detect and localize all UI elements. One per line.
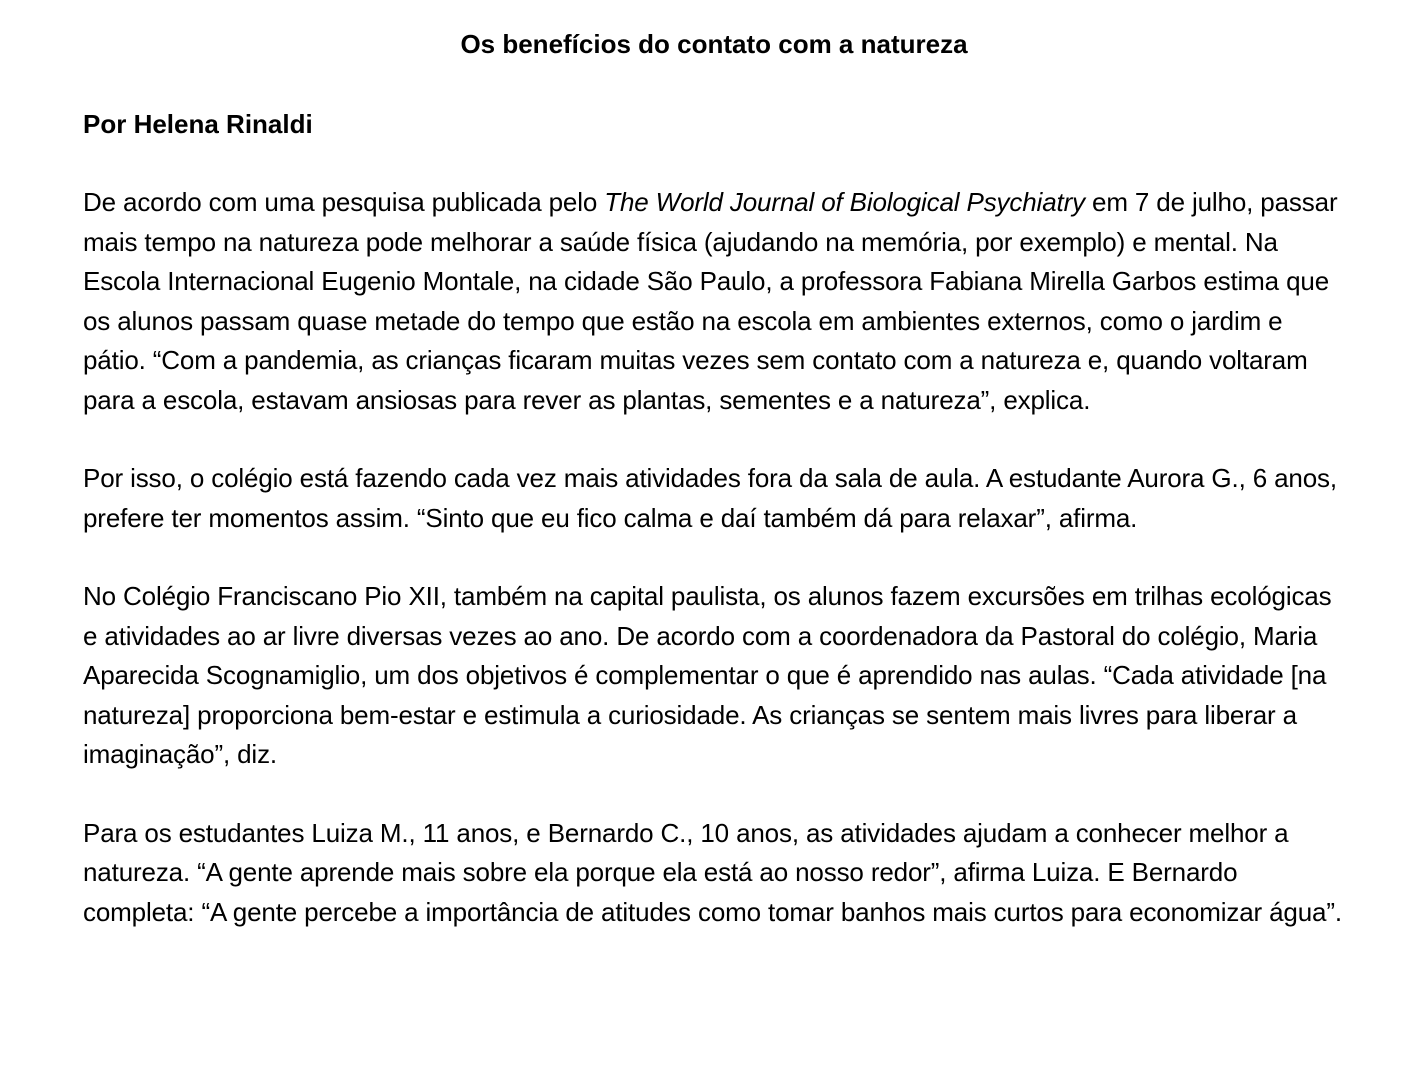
paragraph-1 (83, 183, 1345, 420)
document-page (83, 24, 1345, 932)
journal-name: The World Journal of Biological Psychiatry (604, 187, 1085, 217)
article-title: Os benefícios do contato com a natureza (460, 29, 968, 59)
paragraph-1-text-end: em 7 de julho, passar mais tempo na natureza pode melhorar a saúde física (ajudando na memória, por exemplo) e mental. Na Escola Internacional Eugenio Montale, na cidade São Paulo, a professora Fabiana Mirella Garbos estima que os alunos passam quase metade do tempo que estão na escola em ambientes externos, como o jardim e pátio. “Com a pandemia, as crianças ficaram muitas vezes sem contato com a natureza e, quando voltaram para a escola, estavam ansiosas para rever as plantas, sementes e a natureza”, explica. (83, 187, 1338, 415)
article-byline: Por Helena Rinaldi (83, 109, 313, 139)
paragraph-4: Para os estudantes Luiza M., 11 anos, e Bernardo C., 10 anos, as atividades ajudam a conhecer melhor a natureza. “A gente aprende mais sobre ela porque ela está ao nosso redor”, afirma Luiza. E Bernardo completa: “A gente percebe a importância de atitudes como tomar banhos mais curtos para economizar água”. (83, 817, 1342, 927)
paragraph-1-text-start: De acordo com uma pesquisa publicada pelo (83, 187, 605, 217)
paragraph-2: Por isso, o colégio está fazendo cada vez mais atividades fora da sala de aula. A estudante Aurora G., 6 anos, prefere ter momentos assim. “Sinto que eu fico calma e daí também dá para relaxar”, afirma. (83, 463, 1337, 533)
paragraph-3: No Colégio Franciscano Pio XII, também na capital paulista, os alunos fazem excursões em trilhas ecológicas e atividades ao ar livre diversas vezes ao ano. De acordo com a coordenadora da Pastoral do colégio, Maria Aparecida Scognamiglio, um dos objetivos é complementar o que é aprendido nas aulas. “Cada atividade [na natureza] proporciona bem-estar e estimula a curiosidade. As crianças se sentem mais livres para liberar a imaginação”, diz. (83, 581, 1332, 769)
